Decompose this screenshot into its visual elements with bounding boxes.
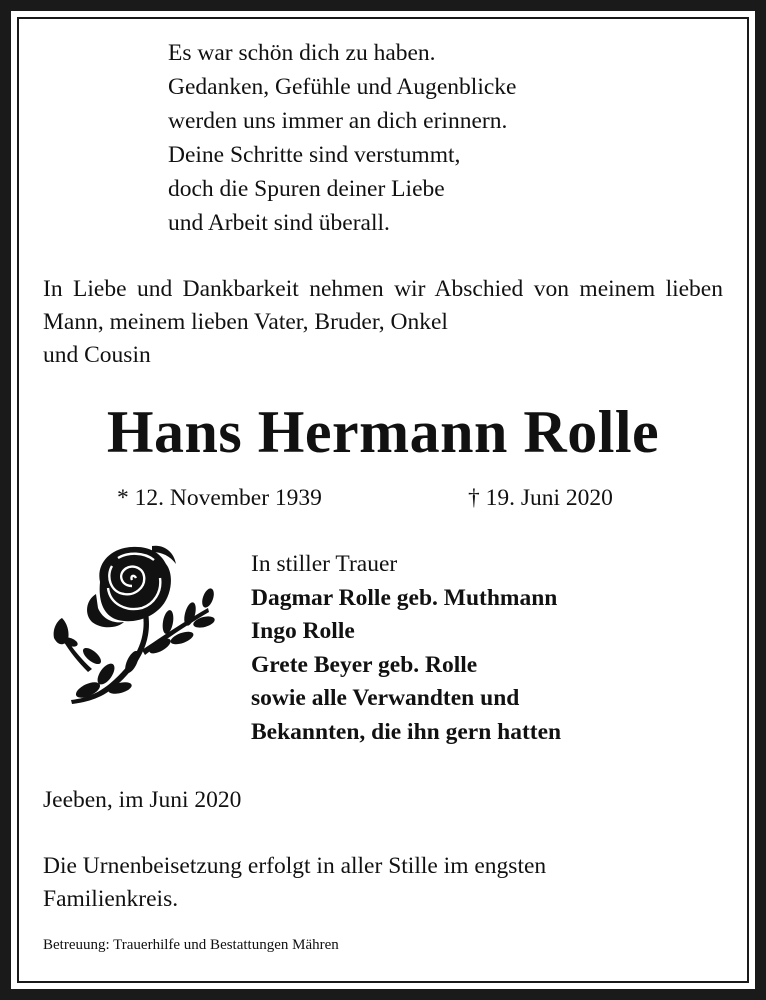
place-and-date: Jeeben, im Juni 2020 — [43, 787, 242, 813]
funeral-home-credit: Betreuung: Trauerhilfe und Bestattungen Mähren — [43, 937, 339, 953]
death-date: † 19. Juni 2020 — [468, 485, 613, 511]
mourner-name: Bekannten, die ihn gern hatten — [251, 718, 562, 745]
poem — [168, 36, 516, 240]
rose-icon — [48, 542, 220, 712]
mourner-name: Grete Beyer geb. Rolle — [251, 651, 478, 678]
birth-date: * 12. November 1939 — [117, 485, 322, 511]
farewell-text: In Liebe und Dankbarkeit nehmen wir Abschied von meinem lieben Mann, meinem lieben Vater, Bruder, Onkel — [43, 276, 723, 335]
burial-text: Die Urnenbeisetzung erfolgt in aller Stille im engsten — [43, 853, 547, 879]
farewell-paragraph — [43, 273, 723, 372]
mourner-name: Ingo Rolle — [251, 618, 355, 644]
poem-line: und Arbeit sind überall. — [168, 210, 390, 236]
poem-line: Es war schön dich zu haben. — [168, 40, 436, 66]
poem-line: werden uns immer an dich erinnern. — [168, 108, 508, 134]
mourner-name: Dagmar Rolle geb. Muthmann — [251, 584, 558, 611]
poem-line: Gedanken, Gefühle und Augenblicke — [168, 74, 517, 100]
deceased-name: Hans Hermann Rolle — [106, 399, 660, 465]
mourners-heading: In stiller Trauer — [251, 551, 398, 577]
poem-line: Deine Schritte sind verstummt, — [168, 142, 461, 168]
farewell-last-line: und Cousin — [43, 342, 151, 368]
mourners-block — [251, 548, 561, 749]
burial-last-line: Familienkreis. — [43, 886, 179, 912]
mourner-name: sowie alle Verwandten und — [251, 685, 520, 711]
poem-line: doch die Spuren deiner Liebe — [168, 176, 445, 202]
burial-paragraph — [43, 850, 723, 916]
